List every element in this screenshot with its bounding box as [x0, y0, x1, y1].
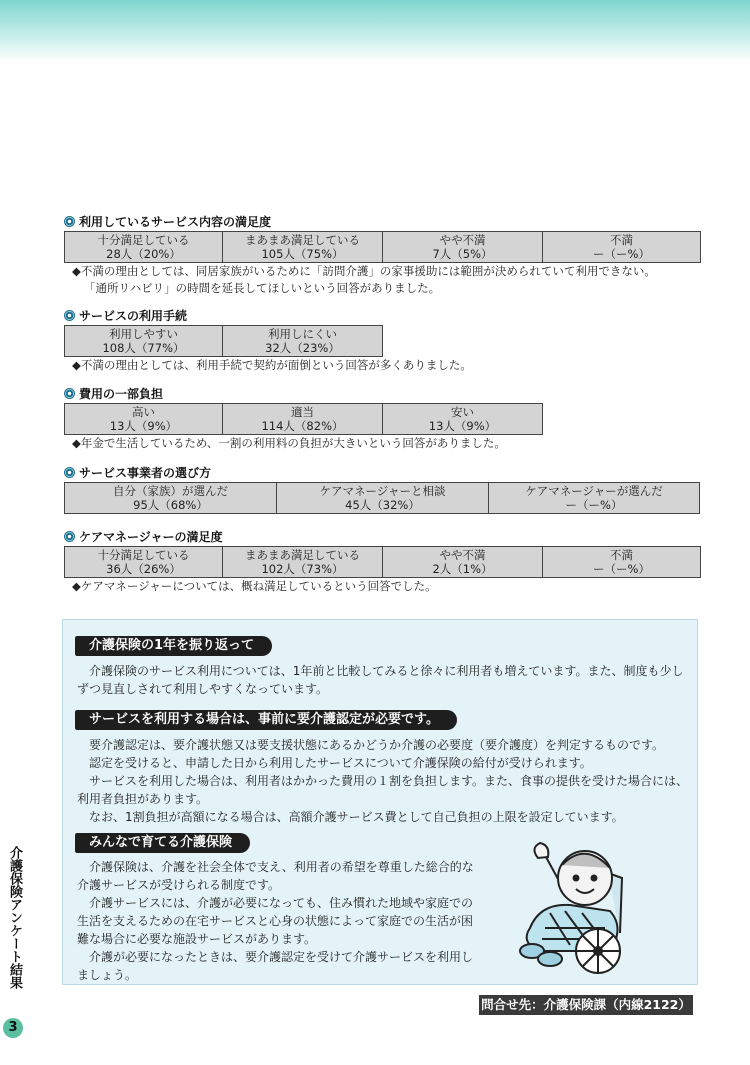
- section-title: サービスの利用手続: [64, 307, 472, 323]
- survey-cell: やや不満 7人（5%）: [383, 232, 543, 263]
- section-cost: [64, 385, 543, 452]
- top-color-band: [0, 0, 750, 62]
- circle-bullet-icon: [64, 216, 75, 227]
- circle-bullet-icon: [64, 531, 75, 542]
- section-care-manager: [64, 528, 701, 595]
- note-text: ◆ケアマネージャーについては、概ね満足しているという回答でした。: [72, 579, 437, 593]
- section-procedure: [64, 307, 472, 374]
- survey-cell: 利用しにくい 32人（23%）: [223, 326, 383, 357]
- survey-cell: 安い 13人（9%）: [383, 404, 543, 435]
- note-text: ◆不満の理由としては、同居家族がいるために「訪問介護」の家事援助には範囲が決められていて利用できない。 「通所リハビリ」の時間を延長してほしいという回答がありました。: [72, 264, 656, 295]
- note-text: ◆不満の理由としては、利用手続で契約が面倒という回答が多くありました。: [72, 358, 472, 372]
- section-title: ケアマネージャーの満足度: [64, 528, 701, 544]
- paragraph-certification: 要介護認定は、要介護状態又は要支援状態にあるかどうか介護の必要度（要介護度）を判定するものです。 認定を受けると、申請した日から利用したサービスについて介護保険の給付が受けられます。 サービスを利用した場合は、利用者はかかった費用の１割を負担します。また、食事の提供を受けた場合には、 利用者負担があります。 なお、1割負担が高額になる場合は、高額介護サービス費として自己負担の上限を設定しています。: [77, 738, 689, 824]
- survey-cell: 利用しやすい 108人（77%）: [65, 326, 223, 357]
- survey-table: [64, 231, 701, 263]
- survey-cell: 高い 13人（9%）: [65, 404, 223, 435]
- circle-bullet-icon: [64, 310, 75, 321]
- paragraph-grow-together: 介護保険は、介護を社会全体で支え、利用者の希望を尊重した総合的な 介護サービスが受けられる制度です。 介護サービスには、介護が必要になっても、住み慣れた地域や家庭での 生活を支えるための在宅サービスと心身の状態によって家庭での生活が困 難な場合に必要な施設サービスがあります。 介護が必要になったときは、要介護認定を受けて介護サービスを利用し ましょう。: [77, 860, 474, 982]
- section-title: サービス事業者の選び方: [64, 464, 700, 480]
- circle-bullet-icon: [64, 388, 75, 399]
- section-service-satisfaction: [64, 213, 701, 297]
- survey-cell: 十分満足している 28人（20%）: [65, 232, 223, 263]
- note-text: ◆年金で生活しているため、一割の利用料の負担が大きいという回答がありました。: [72, 436, 506, 450]
- survey-cell: 不満 ー（ー%）: [543, 232, 701, 263]
- survey-cell: ケアマネージャーが選んだ ー（ー%）: [489, 483, 700, 514]
- circle-bullet-icon: [64, 467, 75, 478]
- section-title: 費用の一部負担: [64, 385, 543, 401]
- side-vertical-title: 介護保険アンケート結果: [7, 846, 22, 989]
- survey-cell: 適当 114人（82%）: [223, 404, 383, 435]
- survey-cell: 自分（家族）が選んだ 95人（68%）: [65, 483, 277, 514]
- survey-table: [64, 546, 701, 578]
- contact-info-label: 問合せ先：介護保険課（内線2122）: [479, 995, 693, 1015]
- survey-cell: まあまあ満足している 105人（75%）: [223, 232, 383, 263]
- heading-grow-together: みんなで育てる介護保険: [75, 833, 250, 853]
- survey-cell: 不満 ー（ー%）: [543, 547, 701, 578]
- survey-table: [64, 403, 543, 435]
- heading-one-year-review: 介護保険の1年を振り返って: [75, 636, 272, 656]
- paragraph-review: 介護保険のサービス利用については、1年前と比較してみると徐々に利用者も増えています。また、制度も少し ずつ見直しされて利用しやすくなっています。: [77, 664, 684, 696]
- heading-certification: サービスを利用する場合は、事前に要介護認定が必要です。: [75, 710, 457, 730]
- survey-table: [64, 482, 700, 514]
- survey-cell: 十分満足している 36人（26%）: [65, 547, 223, 578]
- survey-cell: まあまあ満足している 102人（73%）: [223, 547, 383, 578]
- page-number-badge: 3: [3, 1018, 23, 1038]
- survey-table: [64, 325, 383, 357]
- elderly-wheelchair-illustration: [510, 833, 640, 978]
- survey-cell: ケアマネージャーと相談 45人（32%）: [277, 483, 489, 514]
- section-provider-choice: [64, 464, 700, 514]
- section-title: 利用しているサービス内容の満足度: [64, 213, 701, 229]
- survey-cell: やや不満 2人（1%）: [383, 547, 543, 578]
